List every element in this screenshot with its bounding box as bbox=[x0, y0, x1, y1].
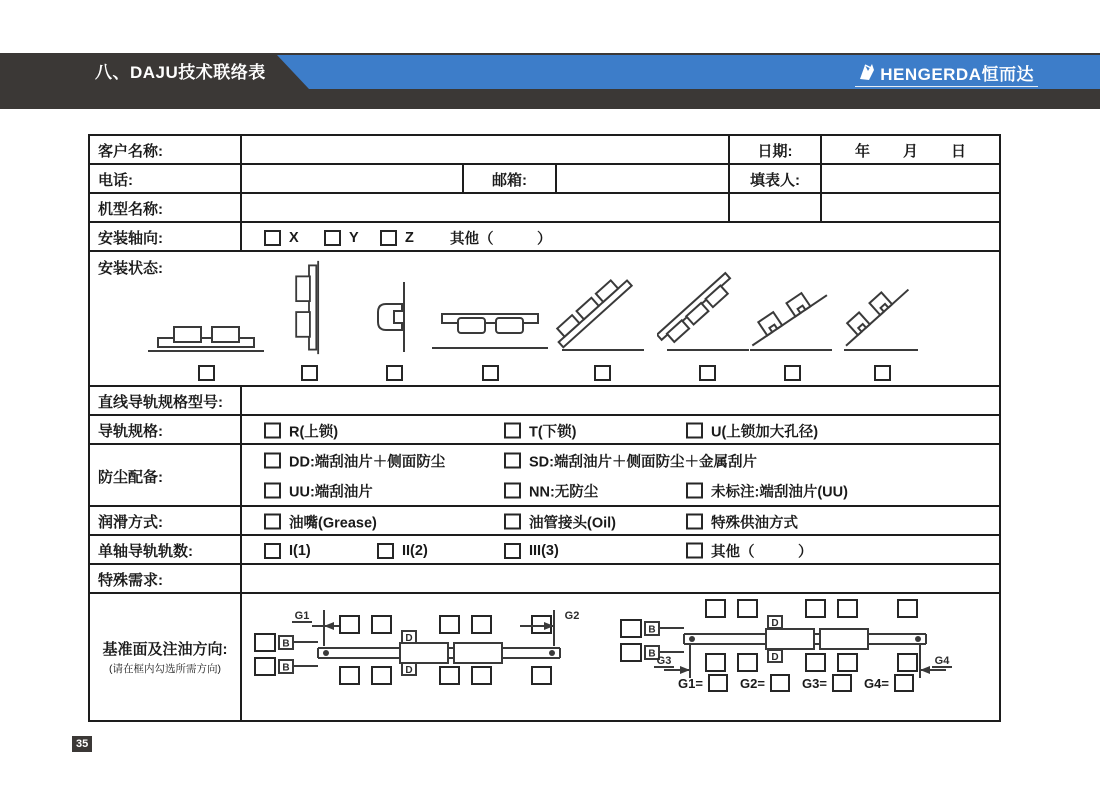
rail-count-1-label: I(1) bbox=[289, 542, 311, 559]
row-mounting-axis bbox=[90, 223, 999, 252]
datum-b-bottom-checkbox-3[interactable] bbox=[806, 654, 825, 671]
dust-uu-option bbox=[264, 480, 373, 501]
email-input[interactable] bbox=[557, 165, 730, 194]
row-dust-protection bbox=[90, 445, 999, 507]
datum-b-bottom-checkbox-1[interactable] bbox=[706, 654, 725, 671]
rail-spec-r-label: R(上锁) bbox=[289, 424, 339, 440]
row-mounting-state bbox=[90, 252, 999, 387]
datum-diagram-cell bbox=[242, 594, 999, 720]
g1-value-item bbox=[678, 674, 728, 692]
datum-d-label2: D bbox=[405, 665, 413, 676]
rail-count-other-checkbox[interactable] bbox=[686, 543, 703, 559]
datum-rail-diagram-g3g4 bbox=[620, 598, 956, 682]
lube-oil-checkbox[interactable] bbox=[504, 514, 521, 530]
datum-b-bottom-checkbox-4[interactable] bbox=[838, 654, 857, 671]
lube-special-option bbox=[686, 511, 798, 532]
row-datum-direction bbox=[90, 594, 999, 720]
rail-spec-t-option bbox=[504, 420, 577, 441]
email-label: 邮箱: bbox=[464, 165, 557, 194]
empty-cell-2 bbox=[822, 194, 999, 223]
datum-b-label2: B bbox=[282, 662, 290, 674]
phone-label: 电话: bbox=[90, 165, 242, 194]
lube-grease-checkbox[interactable] bbox=[264, 514, 281, 530]
mount-steep-profile-figure bbox=[838, 259, 926, 381]
datum-d-label4: D bbox=[771, 652, 779, 663]
dust-options bbox=[242, 445, 999, 507]
datum-d-label: D bbox=[405, 633, 413, 644]
rail-count-3-label: III(3) bbox=[529, 542, 559, 559]
row-rail-count bbox=[90, 536, 999, 565]
datum-a-top-checkbox-3[interactable] bbox=[440, 616, 459, 633]
lube-label: 润滑方式: bbox=[90, 507, 242, 536]
mount-flat-hanging-figure bbox=[428, 259, 552, 381]
special-needs-label: 特殊需求: bbox=[90, 565, 242, 594]
rail-spec-t-label: T(下锁) bbox=[529, 424, 577, 440]
rail-count-2-label: II(2) bbox=[402, 542, 428, 559]
mount-flat-hanging-checkbox[interactable] bbox=[482, 365, 499, 381]
rail-model-input[interactable] bbox=[242, 387, 999, 416]
datum-a-top-checkbox-1[interactable] bbox=[340, 616, 359, 633]
page-title: 八、DAJU技术联络表 bbox=[95, 63, 266, 82]
lube-special-checkbox[interactable] bbox=[686, 514, 703, 530]
machine-model-input[interactable] bbox=[242, 194, 730, 223]
rail-spec-r-option bbox=[264, 420, 338, 441]
axis-y-checkbox[interactable] bbox=[324, 230, 341, 246]
date-value-cell[interactable] bbox=[822, 136, 999, 165]
datum-b-bottom-checkbox-2[interactable] bbox=[738, 654, 757, 671]
datum-a-left-bottom-checkbox[interactable] bbox=[255, 658, 275, 675]
row-phone bbox=[90, 165, 999, 194]
dust-dd-label: DD:端刮油片＋侧面防尘 bbox=[289, 454, 446, 470]
datum-g1-label: G1 bbox=[294, 610, 310, 622]
dust-nn-checkbox[interactable] bbox=[504, 483, 521, 499]
rail-count-label: 单轴导轨轨数: bbox=[90, 536, 242, 565]
mounting-axis-options bbox=[242, 223, 999, 252]
row-special-needs bbox=[90, 565, 999, 594]
g3-value-item bbox=[802, 674, 852, 692]
datum-b-bottom-checkbox-5[interactable] bbox=[898, 654, 917, 671]
rail-count-other-label: 其他（ ） bbox=[711, 544, 813, 560]
dust-nn-option bbox=[504, 480, 598, 501]
customer-name-input[interactable] bbox=[242, 136, 730, 165]
dust-options-line1 bbox=[242, 445, 999, 476]
g2-value-checkbox[interactable] bbox=[770, 674, 790, 692]
logo-text: HENGERDA恒而达 bbox=[880, 64, 1034, 84]
mount-wall-vertical-checkbox[interactable] bbox=[301, 365, 318, 381]
dust-uu-label: UU:端刮油片 bbox=[289, 484, 373, 500]
technical-contact-form-table bbox=[88, 134, 1001, 722]
lube-grease-label: 油嘴(Grease) bbox=[289, 515, 377, 531]
special-needs-input[interactable] bbox=[242, 565, 999, 594]
rail-count-other-option bbox=[686, 540, 813, 561]
row-customer bbox=[90, 136, 999, 165]
date-month-label: 月 bbox=[902, 143, 918, 160]
datum-a-left-top-checkbox[interactable] bbox=[255, 634, 275, 651]
datum-a-bottom-checkbox-2[interactable] bbox=[372, 667, 391, 684]
machine-model-label: 机型名称: bbox=[90, 194, 242, 223]
mount-incline-blocks-under-checkbox[interactable] bbox=[699, 365, 716, 381]
lube-special-label: 特殊供油方式 bbox=[711, 515, 798, 531]
dust-dd-option bbox=[264, 450, 445, 471]
datum-sublabel: (请在框内勾选所需方向) bbox=[109, 663, 221, 675]
customer-name-label: 客户名称: bbox=[90, 136, 242, 165]
rail-count-3-checkbox[interactable] bbox=[504, 543, 521, 559]
axis-x-option bbox=[264, 230, 299, 246]
mount-incline-blocks-up-diagram bbox=[552, 268, 652, 356]
mount-incline-profile-figure bbox=[742, 259, 842, 381]
datum-g2-label: G2 bbox=[564, 610, 580, 622]
rail-spec-u-checkbox[interactable] bbox=[686, 423, 703, 439]
datum-b-top-checkbox-3[interactable] bbox=[806, 600, 825, 617]
rail-spec-r-checkbox[interactable] bbox=[264, 423, 281, 439]
axis-other-label: 其他（ ） bbox=[450, 231, 552, 247]
mount-steep-profile-diagram bbox=[838, 276, 926, 356]
page-number-badge: 35 bbox=[72, 736, 92, 752]
dust-unmarked-checkbox[interactable] bbox=[686, 483, 703, 499]
rail-spec-u-option bbox=[686, 420, 818, 441]
rail-count-1-option bbox=[264, 543, 311, 559]
mounting-axis-label: 安装轴向: bbox=[90, 223, 242, 252]
mount-wall-vertical-figure bbox=[292, 259, 326, 381]
phone-input[interactable] bbox=[242, 165, 464, 194]
datum-a-bottom-checkbox-4[interactable] bbox=[472, 667, 491, 684]
dust-options-line2 bbox=[242, 475, 999, 506]
axis-x-checkbox[interactable] bbox=[264, 230, 281, 246]
g3-eq-label: G3= bbox=[802, 675, 827, 691]
datum-b-left-top-checkbox[interactable] bbox=[621, 620, 641, 637]
dust-uu-checkbox[interactable] bbox=[264, 483, 281, 499]
rail-count-3-option bbox=[504, 543, 559, 559]
mount-flat-hanging-diagram bbox=[428, 306, 552, 356]
datum-b-top-checkbox-5[interactable] bbox=[898, 600, 917, 617]
rail-spec-u-label: U(上锁加大孔径) bbox=[711, 424, 819, 440]
datum-b-label: B bbox=[282, 638, 290, 650]
axis-x-label: X bbox=[289, 229, 299, 246]
mount-flat-top-checkbox[interactable] bbox=[198, 365, 215, 381]
datum-a-top-checkbox-4[interactable] bbox=[472, 616, 491, 633]
datum-b-left-bottom-checkbox[interactable] bbox=[621, 644, 641, 661]
axis-z-checkbox[interactable] bbox=[380, 230, 397, 246]
row-rail-spec bbox=[90, 416, 999, 445]
mount-side-single-diagram bbox=[371, 278, 417, 356]
lube-options bbox=[242, 507, 999, 536]
form-filler-label: 填表人: bbox=[730, 165, 822, 194]
datum-rail-diagram-g1g2 bbox=[254, 608, 584, 686]
datum-a-bottom-checkbox-1[interactable] bbox=[340, 667, 359, 684]
mount-incline-profile-checkbox[interactable] bbox=[784, 365, 801, 381]
g1-eq-label: G1= bbox=[678, 675, 703, 691]
dust-sd-option bbox=[504, 450, 757, 471]
mount-steep-profile-checkbox[interactable] bbox=[874, 365, 891, 381]
datum-a-top-checkbox-2[interactable] bbox=[372, 616, 391, 633]
axis-z-label: Z bbox=[405, 229, 414, 246]
lube-oil-label: 油管接头(Oil) bbox=[529, 515, 616, 531]
mount-incline-blocks-up-checkbox[interactable] bbox=[594, 365, 611, 381]
axis-y-option bbox=[324, 230, 359, 246]
mounting-state-cell bbox=[90, 252, 999, 387]
header-bar bbox=[0, 53, 1100, 109]
mount-wall-vertical-diagram bbox=[292, 259, 326, 356]
row-rail-model bbox=[90, 387, 999, 416]
date-day-label: 日 bbox=[950, 143, 966, 160]
g4-value-checkbox[interactable] bbox=[894, 674, 914, 692]
axis-z-option bbox=[380, 230, 414, 246]
datum-label-cell bbox=[90, 594, 242, 720]
mount-incline-profile-diagram bbox=[742, 274, 842, 356]
g-values-row bbox=[678, 674, 978, 696]
row-lubrication bbox=[90, 507, 999, 536]
rail-spec-options bbox=[242, 416, 999, 445]
datum-a-bottom-checkbox-5[interactable] bbox=[532, 667, 551, 684]
dust-unmarked-option bbox=[686, 480, 848, 501]
lube-grease-option bbox=[264, 511, 377, 532]
g2-value-item bbox=[740, 674, 790, 692]
g4-value-item bbox=[864, 674, 914, 692]
rail-count-2-option bbox=[377, 543, 428, 559]
date-label: 日期: bbox=[730, 136, 822, 165]
hengerda-logo-icon bbox=[857, 62, 877, 82]
datum-b-top-checkbox-4[interactable] bbox=[838, 600, 857, 617]
rail-count-1-checkbox[interactable] bbox=[264, 543, 281, 559]
datum-b-label3: B bbox=[648, 624, 656, 636]
dust-nn-label: NN:无防尘 bbox=[529, 484, 599, 500]
mount-side-single-checkbox[interactable] bbox=[386, 365, 403, 381]
dust-label: 防尘配备: bbox=[90, 445, 242, 507]
datum-g4-label: G4 bbox=[934, 655, 950, 667]
datum-g3-label: G3 bbox=[656, 655, 672, 667]
empty-cell-1 bbox=[730, 194, 822, 223]
datum-a-bottom-checkbox-3[interactable] bbox=[440, 667, 459, 684]
g2-eq-label: G2= bbox=[740, 675, 765, 691]
mount-incline-blocks-up-figure bbox=[552, 259, 652, 381]
rail-spec-label: 导轨规格: bbox=[90, 416, 242, 445]
form-filler-input[interactable] bbox=[822, 165, 999, 194]
rail-model-label: 直线导轨规格型号: bbox=[90, 387, 242, 416]
mount-flat-top-figure bbox=[144, 259, 268, 381]
mounting-state-label: 安装状态: bbox=[98, 260, 163, 277]
axis-other-option bbox=[450, 227, 552, 248]
datum-b-label4: B bbox=[648, 648, 656, 660]
datum-b-top-checkbox-2[interactable] bbox=[738, 600, 757, 617]
date-year-label: 年 bbox=[854, 143, 870, 160]
g3-value-checkbox[interactable] bbox=[832, 674, 852, 692]
hengerda-logo bbox=[855, 59, 1038, 87]
rail-spec-t-checkbox[interactable] bbox=[504, 423, 521, 439]
mount-flat-top-diagram bbox=[144, 301, 268, 356]
datum-d-label3: D bbox=[771, 618, 779, 629]
rail-count-2-checkbox[interactable] bbox=[377, 543, 394, 559]
mount-side-single-figure bbox=[371, 259, 417, 381]
rail-count-options bbox=[242, 536, 999, 565]
lube-oil-option bbox=[504, 511, 616, 532]
g1-value-checkbox[interactable] bbox=[708, 674, 728, 692]
g4-eq-label: G4= bbox=[864, 675, 889, 691]
axis-y-label: Y bbox=[349, 229, 359, 246]
datum-b-top-checkbox-1[interactable] bbox=[706, 600, 725, 617]
row-machine-model bbox=[90, 194, 999, 223]
dust-unmarked-label: 未标注:端刮油片(UU) bbox=[711, 484, 848, 500]
datum-label: 基准面及注油方向: bbox=[102, 641, 228, 658]
dust-dd-checkbox[interactable] bbox=[264, 453, 281, 469]
dust-sd-checkbox[interactable] bbox=[504, 453, 521, 469]
dust-sd-label: SD:端刮油片＋侧面防尘＋金属刮片 bbox=[529, 454, 757, 470]
